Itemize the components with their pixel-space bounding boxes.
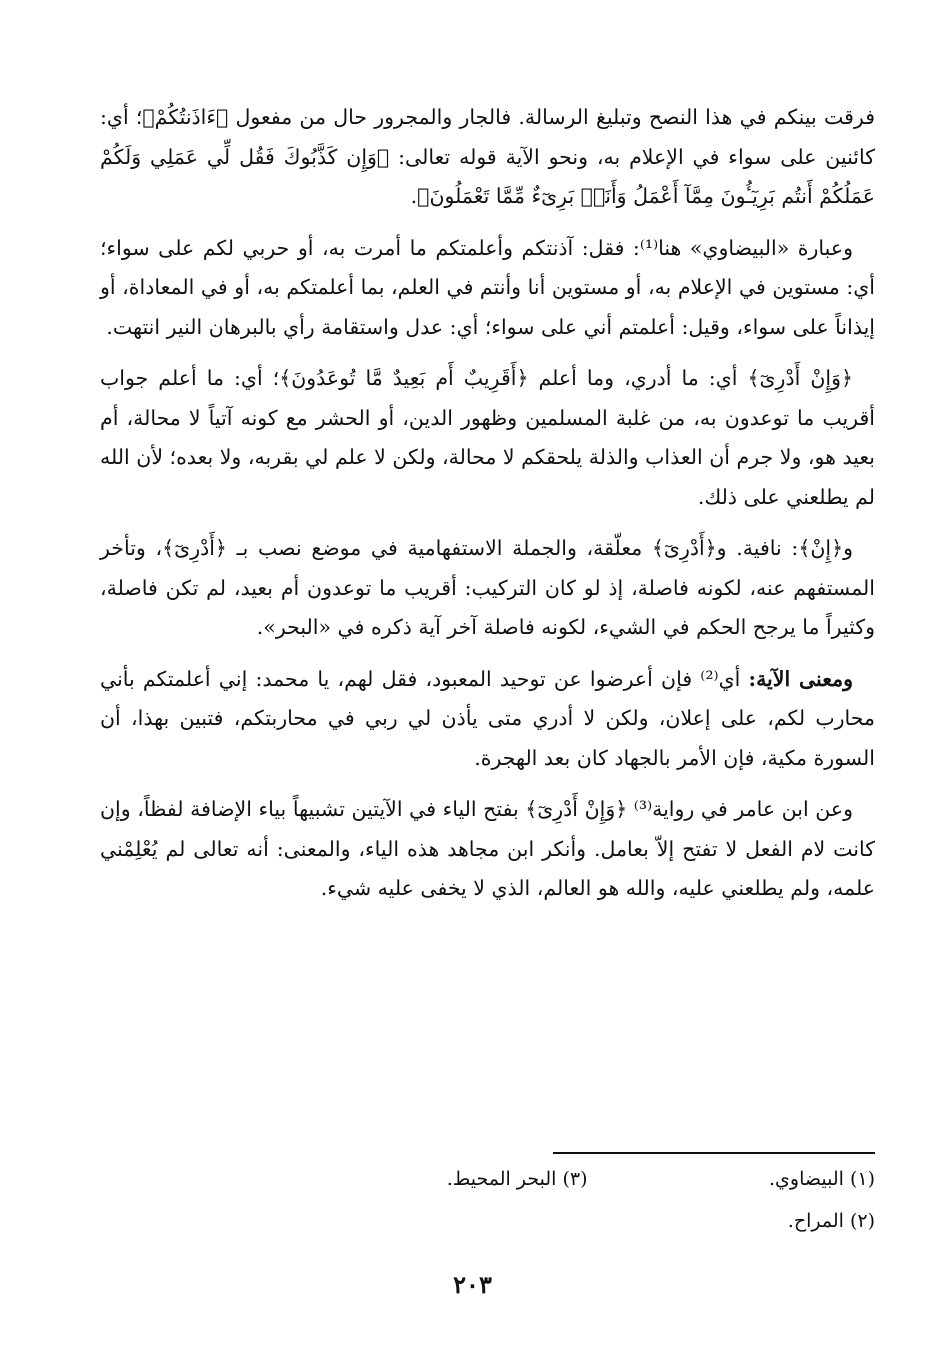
footnote-1: (١) البيضاوي. <box>769 1168 875 1190</box>
paragraph-text: ﴿وَإِنْ أَدْرِىٓ﴾ أي: ما أدري، وما أعلم ﴿أَقَرِيبٌ أَم بَعِيدٌ مَّا تُوعَدُونَ﴾؛ أي: ما أعلم جواب أقريب ما توعدون به، من غلبة المسلمين وظهور الدين، أو الحشر مع كونه آتياً لا محالة، أم بعيد هو، ولا جرم أن العذاب والذلة يلحقكم لا محالة، ولكن لا علم لي بقربه، ولا بعده؛ لأن الله لم يطلعني على ذلك. <box>100 366 875 509</box>
paragraph <box>100 529 875 648</box>
footnote-row <box>300 1165 875 1193</box>
paragraph-lead: ومعنى الآية: <box>748 666 853 691</box>
page-number: ٢٠٣ <box>453 1270 492 1299</box>
paragraph <box>100 660 875 779</box>
paragraph <box>100 790 875 909</box>
paragraph-text: وعبارة «البيضاوي» هنا⁽¹⁾: فقل: آذنتكم وأعلمتكم ما أمرت به، أو حربي لكم على سواء؛ أي: مستوين في الإعلام به، أو مستوين أنا وأنتم في العلم، بما أعلمتكم به، أو في المعاداة، أو إيذاناً على سواء، وقيل: أعلمتم أني على سواء؛ أي: عدل واستقامة رأي بالبرهان النير انتهت. <box>100 235 875 339</box>
paragraph-text: وعن ابن عامر في رواية⁽³⁾ ﴿وَإِنْ أَدْرِىٓ﴾ بفتح الياء في الآيتين تشبيهاً بياء الإضافة لفظاً، وإن كانت لام الفعل لا تفتح إلاّ بعامل. وأنكر ابن مجاهد هذه الياء، والمعنى: أنه تعالى لم يُعْلِمْني علمه، ولم يطلعني عليه، والله هو العالم، الذي لا يخفى عليه شيء. <box>100 797 875 900</box>
paragraph <box>100 229 875 348</box>
paragraph-text: أي⁽²⁾ فإن أعرضوا عن توحيد المعبود، فقل لهم، يا محمد: إني أعلمتكم بأني محارب لكم، على إعلان، ولكن لا أدري متى يأذن لي ربي في محاربتكم، فتبين بهذا، أن السورة مكية، فإن الأمر بالجهاد كان بعد الهجرة. <box>100 666 875 770</box>
paragraph <box>100 359 875 517</box>
footnote-row <box>300 1207 875 1235</box>
paragraph <box>100 98 875 217</box>
paragraph-text: فرقت بينكم في هذا النصح وتبليغ الرسالة. فالجار والمجرور حال من مفعول ﴿ءَاذَنتُكُمْ﴾؛ أي: كائنين على سواء في الإعلام به، ونحو الآية قوله تعالى: ﴿وَإِن كَذَّبُوكَ فَقُل لِّي عَمَلِي وَلَكُمْ عَمَلُكُمْ أَنتُم بَرِيٓـُٔونَ مِمَّآ أَعْمَلُ وَأَنَا۠ بَرِىٓءٌ مِّمَّا تَعْمَلُونَ﴾. <box>100 105 875 208</box>
footnote-2: (٢) المراح. <box>787 1210 875 1232</box>
footnote-separator <box>553 1152 875 1154</box>
paragraph-text: و﴿إِنْ﴾: نافية. و﴿أَدْرِىٓ﴾ معلّقة، والجملة الاستفهامية في موضع نصب بـ ﴿أَدْرِىٓ﴾، وتأخر المستفهم عنه، لكونه فاصلة، إذ لو كان التركيب: أقريب ما توعدون أم بعيد، لم تكن فاصلة، وكثيراً ما يرجح الحكم في الشيء، لكونه فاصلة آخر آية ذكره في «البحر». <box>100 536 875 639</box>
footnotes <box>300 1165 875 1235</box>
footnote-3: (٣) البحر المحيط. <box>446 1168 588 1190</box>
main-text <box>100 98 875 921</box>
